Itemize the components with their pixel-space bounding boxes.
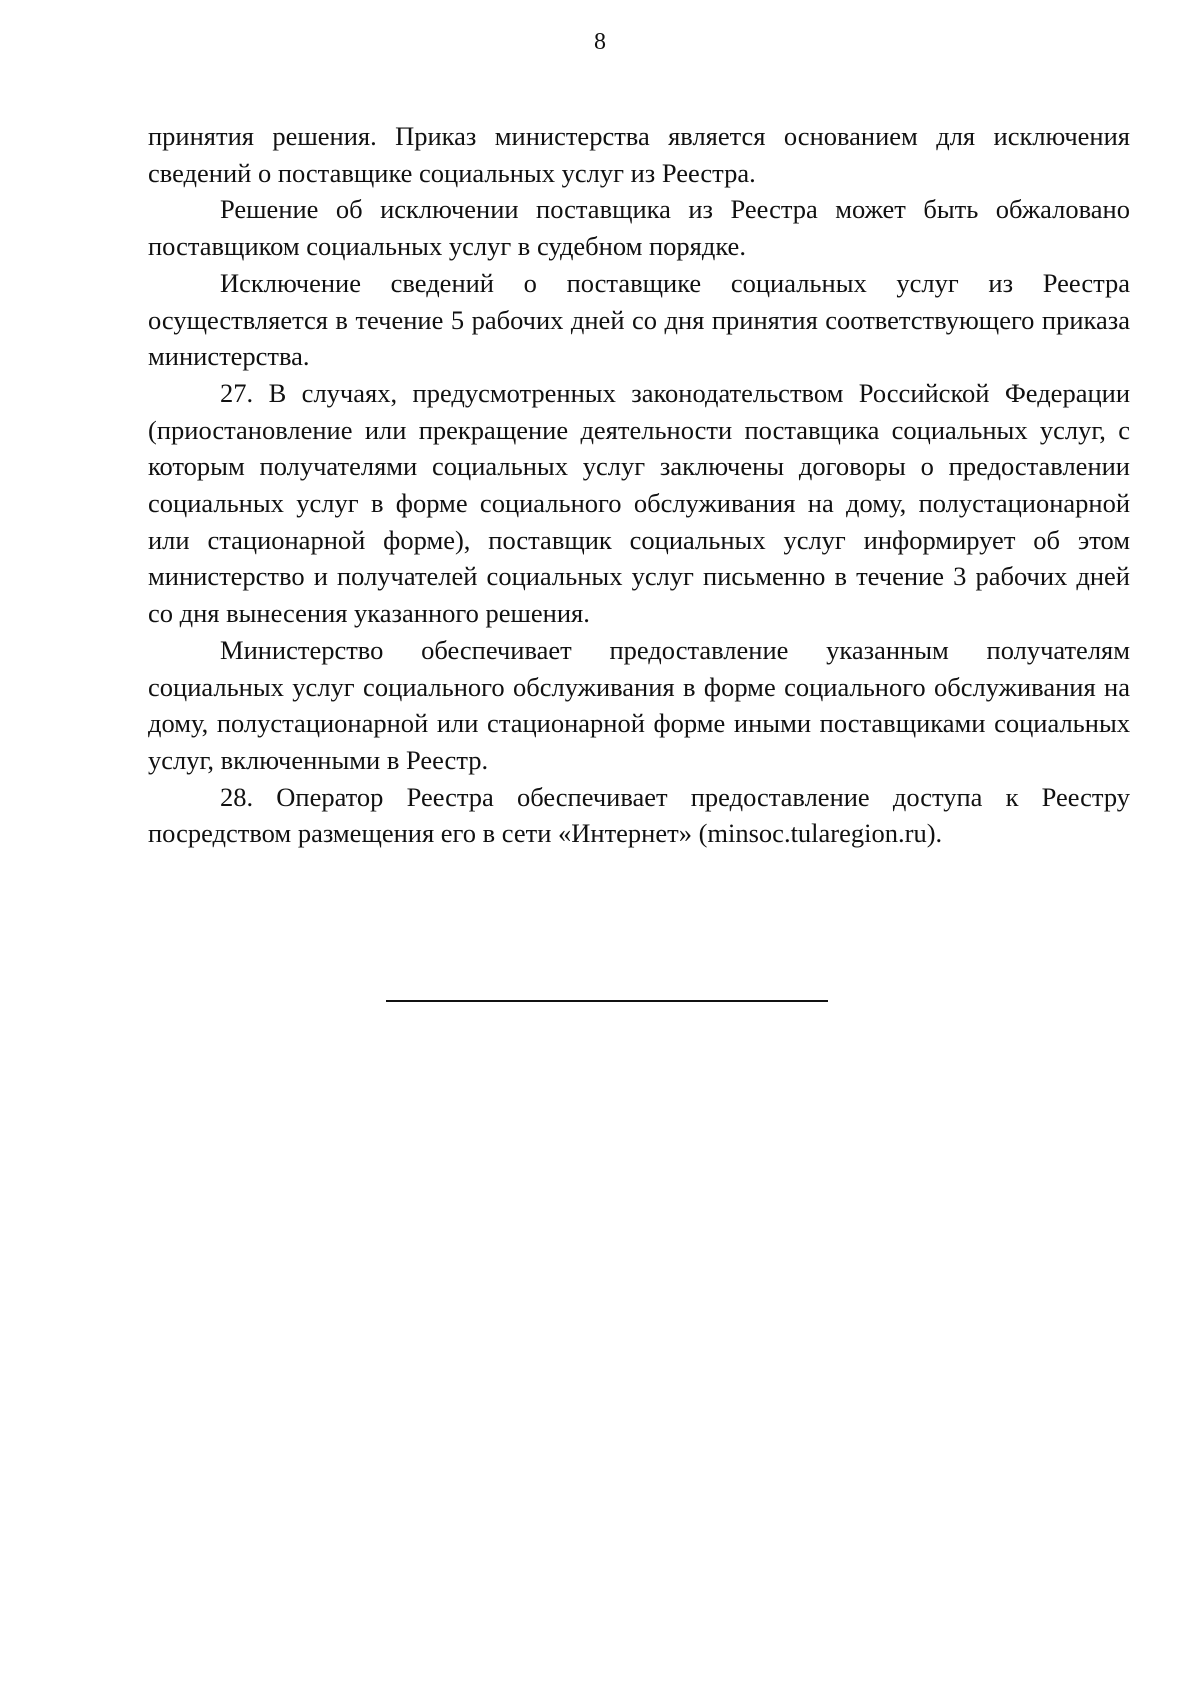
- page-number: 8: [594, 29, 606, 55]
- paragraph-clause-27: 27. В случаях, предусмотренных законодательством Российской Федерации (приостановление или прекращение деятельности поставщика социальных услуг, с которым получателями социальных услуг заключены договоры о предоставлении социальных услуг в форме социального обслуживания на дому, полустационарной или стационарной форме), поставщик социальных услуг информирует об этом министерство и получателей социальных услуг письменно в течение 3 рабочих дней со дня вынесения указанного решения.: [148, 377, 1130, 629]
- paragraph-ministry-provision: Министерство обеспечивает предоставление указанным получателям социальных услуг социального обслуживания в форме социального обслуживания на дому, полустационарной или стационарной форме иными поставщиками социальных услуг, включенными в Реестр.: [148, 634, 1130, 775]
- paragraph-appeal: Решение об исключении поставщика из Реестра может быть обжаловано поставщиком социальных услуг в судебном порядке.: [148, 194, 1130, 262]
- paragraph-exclusion-term: Исключение сведений о поставщике социальных услуг из Реестра осуществляется в течение 5 рабочих дней со дня принятия соответствующего приказа министерства.: [148, 267, 1130, 372]
- paragraph-clause-28: 28. Оператор Реестра обеспечивает предоставление доступа к Реестру посредством размещения его в сети «Интернет» (minsoc.tularegion.ru).: [148, 781, 1130, 849]
- paragraph-continuation: принятия решения. Приказ министерства является основанием для исключения сведений о поставщике социальных услуг из Реестра.: [148, 121, 1130, 188]
- end-of-document-rule: [386, 1000, 828, 1002]
- document-body: [148, 118, 1130, 852]
